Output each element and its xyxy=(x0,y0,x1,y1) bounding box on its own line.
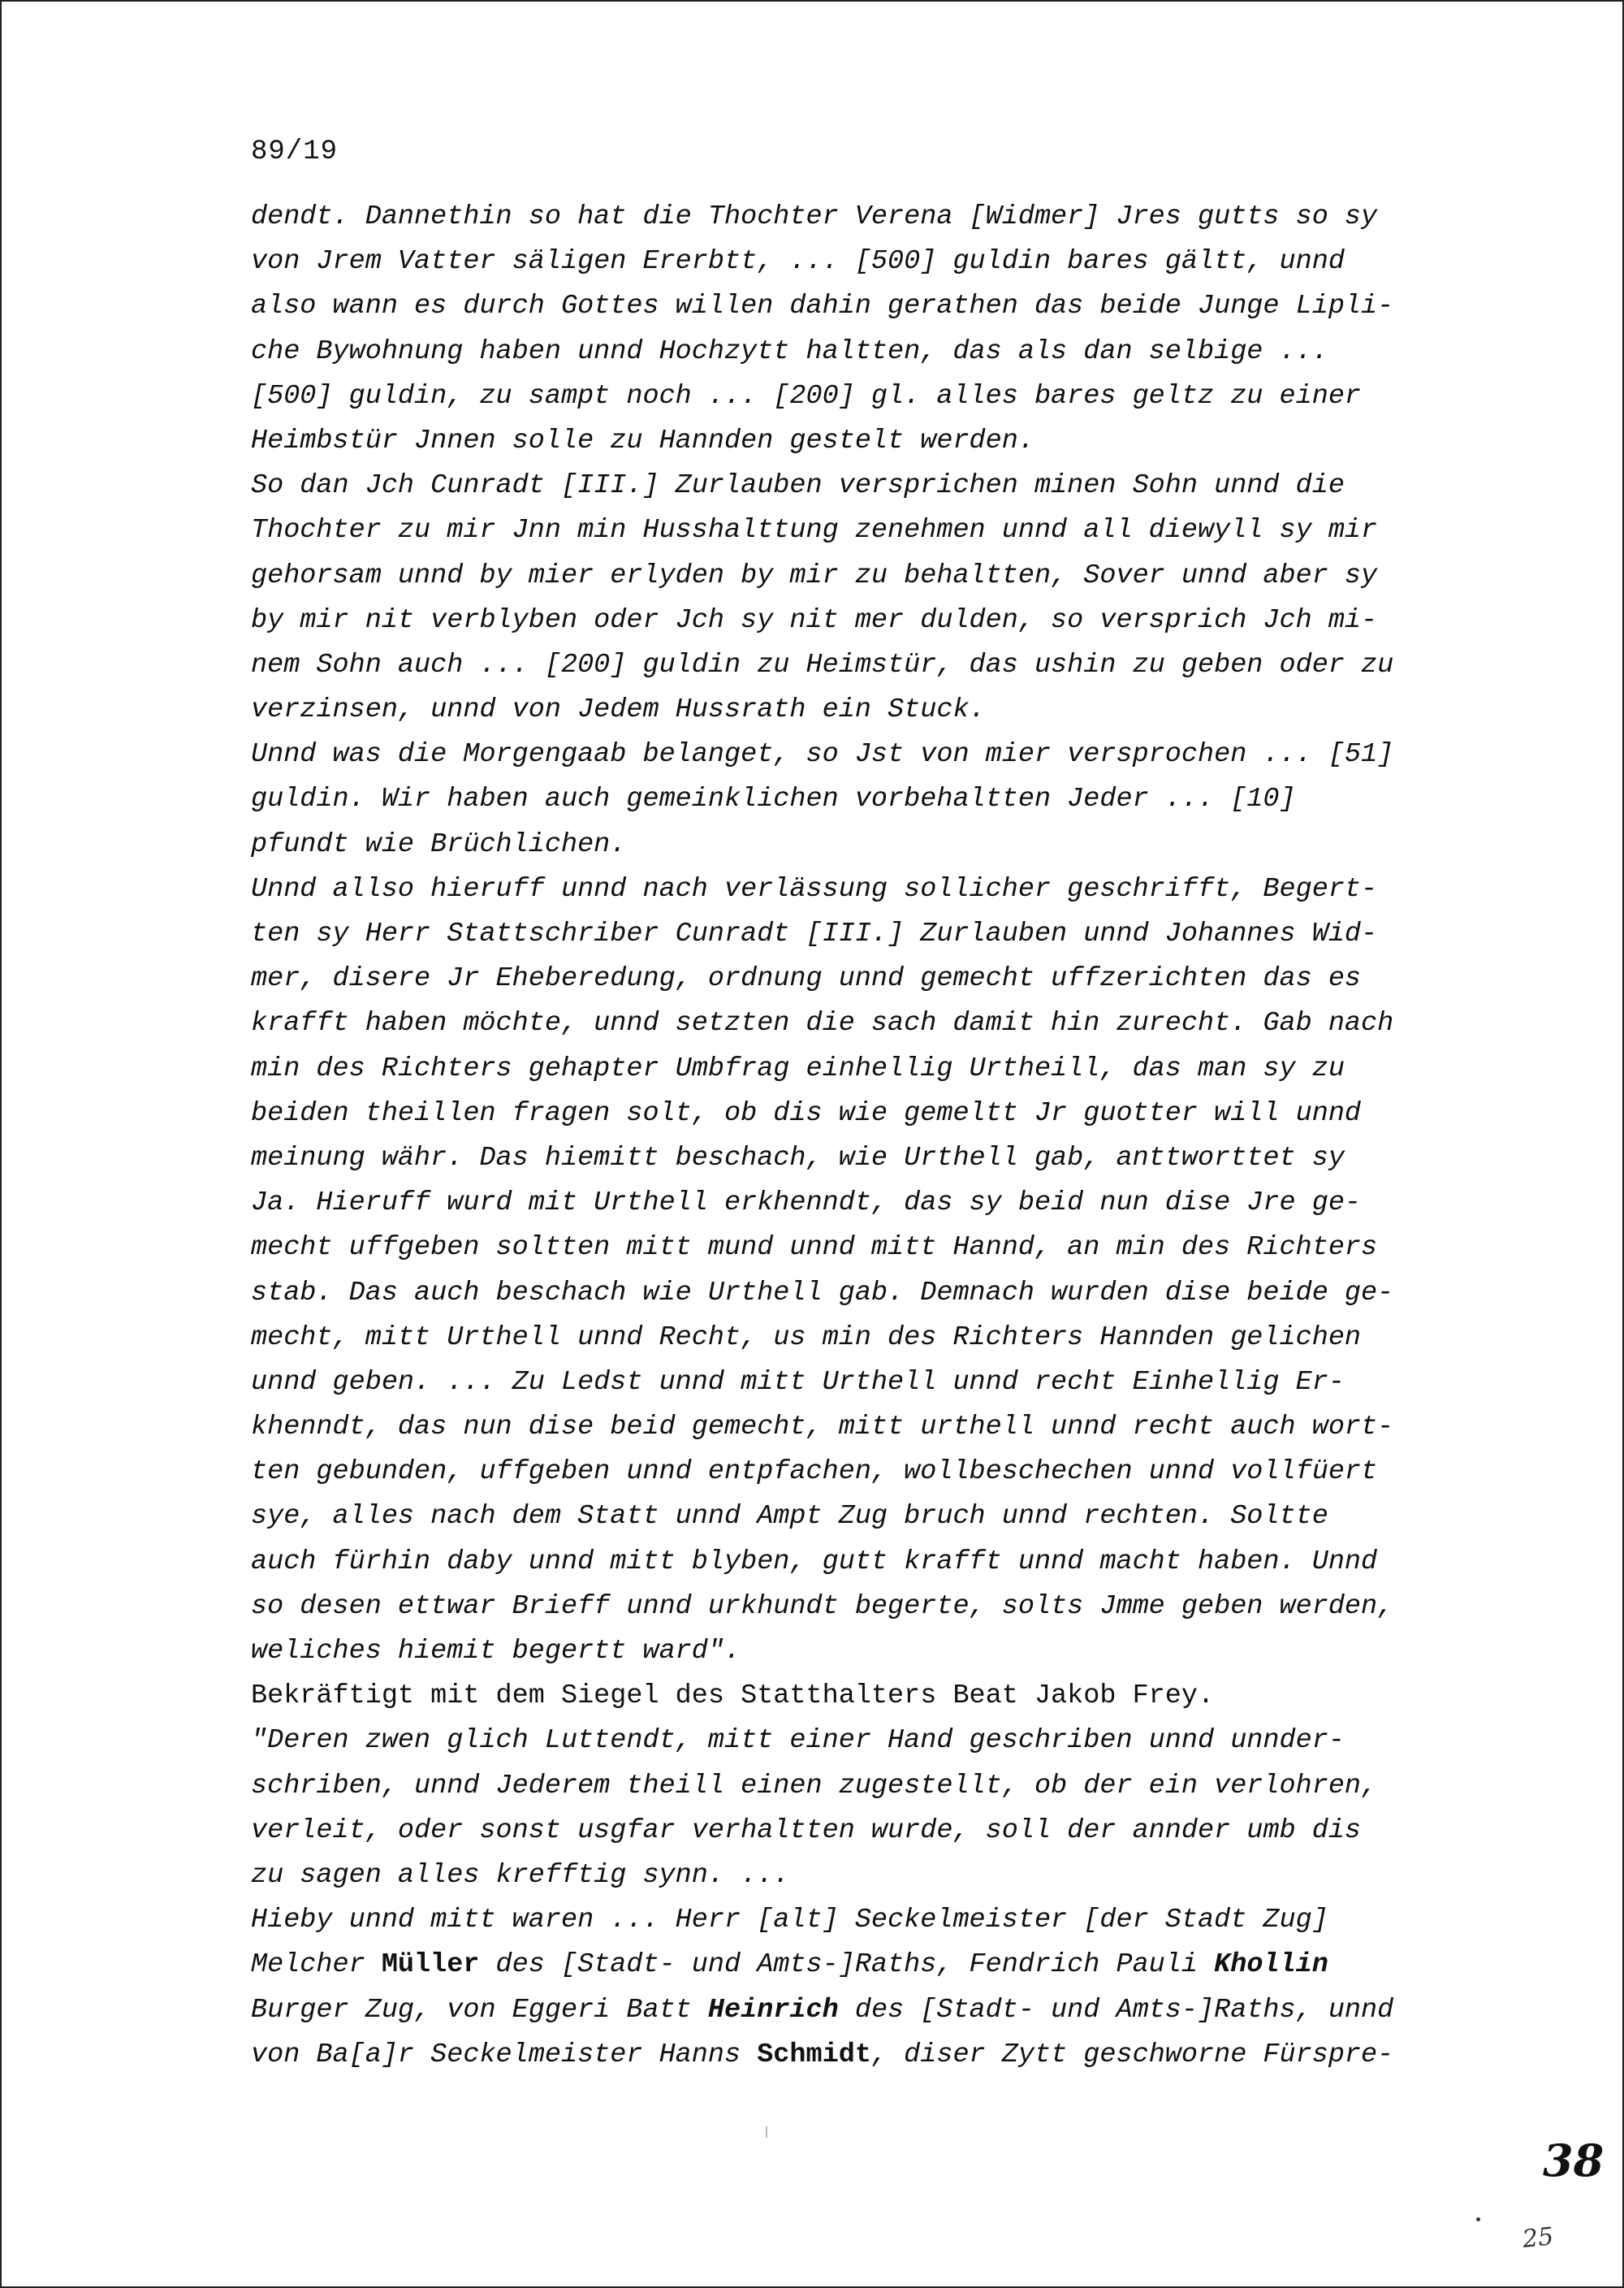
text-line: Unnd was die Morgengaab belanget, so Jst von mier versprochen ... [51] xyxy=(251,739,1394,771)
text-segment: , diser Zytt geschworne Fürspre- xyxy=(870,2039,1394,2070)
text-line: gehorsam unnd by mier erlyden by mir zu behaltten, Sover unnd aber sy xyxy=(251,560,1378,591)
text-line: Ja. Hieruff wurd mit Urthell erkhenndt, das sy beid nun dise Jre ge- xyxy=(251,1187,1362,1219)
handwritten-folio-number-secondary: 25 xyxy=(1521,2222,1555,2254)
text-line: So dan Jch Cunradt [III.] Zurlauben versprichen minen Sohn unnd die xyxy=(251,470,1345,502)
text-line: so desen ettwar Brieff unnd urkhundt begerte, solts Jmme geben werden, xyxy=(251,1590,1394,1622)
text-segment: des [Stadt- und Amts-]Raths, Fendrich Pauli xyxy=(479,1949,1215,1981)
page-number: 89/19 xyxy=(251,136,339,167)
text-line: also wann es durch Gottes willen dahin gerathen das beide Junge Lipli- xyxy=(251,291,1394,322)
document-body xyxy=(251,195,1501,2078)
scan-speck xyxy=(766,2126,767,2138)
text-line: verleit, oder sonst usgfar verhaltten wurde, soll der annder umb dis xyxy=(251,1814,1362,1846)
text-line: Heimbstür Jnnen solle zu Hannden gestelt werden. xyxy=(251,425,1034,456)
text-line-upright: Bekräftigt mit dem Siegel des Statthalters Beat Jakob Frey. xyxy=(251,1680,1215,1712)
text-line: schriben, unnd Jederem theill einen zugestellt, ob der ein verlohren, xyxy=(251,1770,1378,1801)
text-line: unnd geben. ... Zu Ledst unnd mitt Urthell unnd recht Einhellig Er- xyxy=(251,1366,1345,1398)
bold-name: Müller xyxy=(381,1949,480,1981)
text-line: Hieby unnd mitt waren ... Herr [alt] Seckelmeister [der Stadt Zug] xyxy=(251,1905,1328,1936)
text-line: dendt. Dannethin so hat die Thochter Verena [Widmer] Jres gutts so sy xyxy=(251,201,1378,232)
text-line: [500] guldin, zu sampt noch ... [200] gl. alles bares geltz zu einer xyxy=(251,380,1362,412)
text-line: "Deren zwen glich Luttendt, mitt einer Hand geschriben unnd unnder- xyxy=(251,1725,1345,1757)
text-line: weliches hiemit begertt ward". xyxy=(251,1636,741,1667)
text-line: khenndt, das nun dise beid gemecht, mitt urthell unnd recht auch wort- xyxy=(251,1412,1394,1443)
text-line: meinung währ. Das hiemitt beschach, wie Urthell gab, anttworttet sy xyxy=(251,1142,1345,1174)
text-line: krafft haben möchte, unnd setzten die sach damit hin zurecht. Gab nach xyxy=(251,1008,1394,1040)
text-line: che Bywohnung haben unnd Hochzytt haltten, das als dan selbige ... xyxy=(251,335,1328,367)
text-line: min des Richters gehapter Umbfrag einhellig Urtheill, das man sy zu xyxy=(251,1053,1345,1084)
text-line: auch fürhin daby unnd mitt blyben, gutt krafft unnd macht haben. Unnd xyxy=(251,1546,1378,1577)
text-segment: des [Stadt- und Amts-]Raths, unnd xyxy=(838,1994,1394,2026)
text-line: mecht uffgeben soltten mitt mund unnd mitt Hannd, an min des Richters xyxy=(251,1232,1378,1264)
text-line: ten sy Herr Stattschriber Cunradt [III.] Zurlauben unnd Johannes Wid- xyxy=(251,919,1378,949)
text-line: mer, disere Jr Eheberedung, ordnung unnd gemecht uffzerichten das es xyxy=(251,963,1362,995)
handwritten-folio-number: 38 xyxy=(1543,2134,1605,2186)
text-line: zu sagen alles krefftig synn. ... xyxy=(251,1859,790,1891)
text-line: Thochter zu mir Jnn min Husshalttung zenehmen unnd all diewyll sy mir xyxy=(251,515,1378,547)
text-line: pfundt wie Brüchlichen. xyxy=(251,828,627,860)
text-line: by mir nit verblyben oder Jch sy nit mer dulden, so versprich Jch mi- xyxy=(251,604,1378,636)
text-line: stab. Das auch beschach wie Urthell gab. Demnach wurden dise beide ge- xyxy=(251,1277,1394,1308)
text-segment: Melcher xyxy=(251,1949,382,1981)
text-segment: von Ba[a]r Seckelmeister Hanns xyxy=(251,2039,758,2070)
text-line: beiden theillen fragen solt, ob dis wie gemeltt Jr guotter will unnd xyxy=(251,1097,1362,1129)
text-line: Unnd allso hieruff unnd nach verlässung sollicher geschrifft, Begert- xyxy=(251,873,1378,905)
text-line: von Jrem Vatter säligen Ererbtt, ... [500] guldin bares gältt, unnd xyxy=(251,246,1345,278)
text-segment: Burger Zug, von Eggeri Batt xyxy=(251,1994,708,2026)
text-line xyxy=(251,1988,1501,2033)
ink-dot xyxy=(1476,2217,1480,2221)
text-line: verzinsen, unnd von Jedem Hussrath ein Stuck. xyxy=(251,694,986,726)
text-line: nem Sohn auch ... [200] guldin zu Heimstür, das ushin zu geben oder zu xyxy=(251,649,1394,681)
bold-name: Khollin xyxy=(1214,1949,1328,1981)
text-line: guldin. Wir haben auch gemeinklichen vorbehaltten Jeder ... [10] xyxy=(251,784,1296,815)
text-line: mecht, mitt Urthell unnd Recht, us min des Richters Hannden gelichen xyxy=(251,1321,1362,1353)
text-line: sye, alles nach dem Statt unnd Ampt Zug bruch unnd rechten. Soltte xyxy=(251,1501,1328,1533)
bold-name: Schmidt xyxy=(757,2039,871,2070)
text-line xyxy=(251,1943,1501,1987)
text-line xyxy=(251,2033,1501,2078)
bold-name: Heinrich xyxy=(707,1994,839,2026)
text-line: ten gebunden, uffgeben unnd entpfachen, wollbeschechen unnd vollfüert xyxy=(251,1456,1378,1488)
